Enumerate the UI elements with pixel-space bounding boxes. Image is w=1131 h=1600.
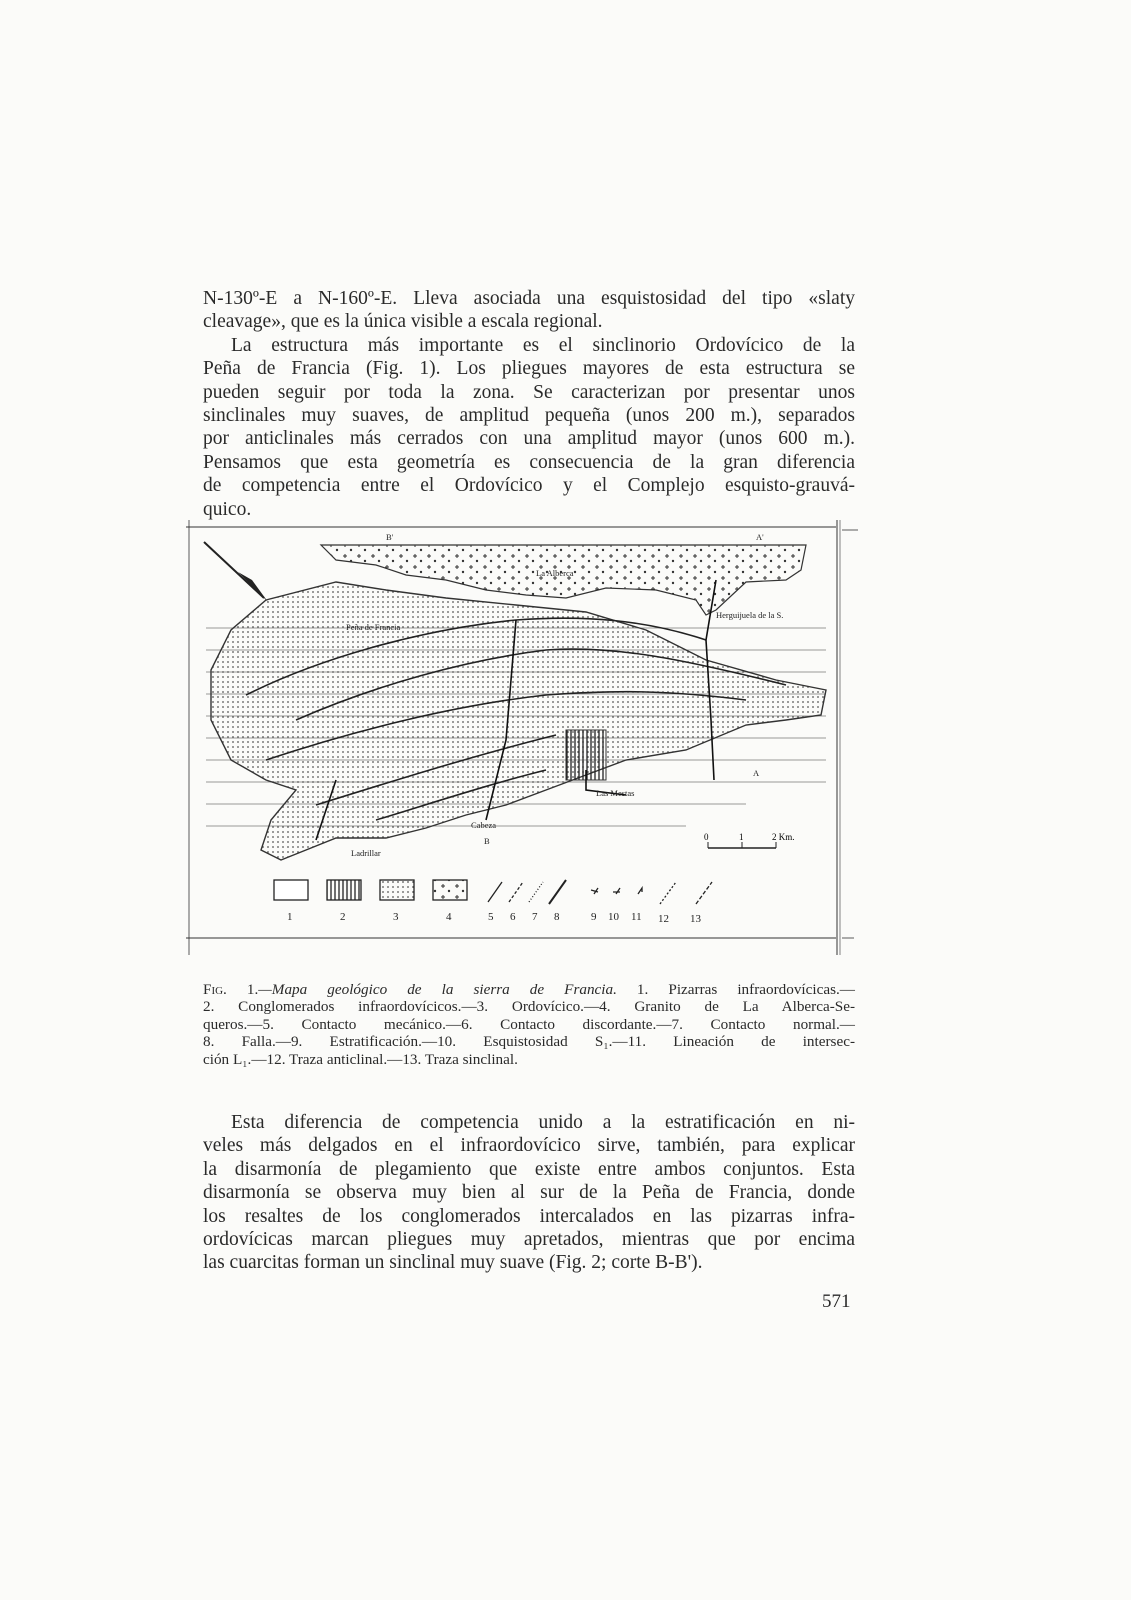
label-cabeza: Cabeza — [471, 820, 497, 830]
label-la-alberca: La Alberca — [536, 568, 574, 578]
text-line: las cuarcitas forman un sinclinal muy suave (Fig. 2; corte B-B'). — [203, 1252, 703, 1274]
legend — [274, 880, 712, 925]
geologic-map-figure — [186, 520, 872, 970]
legend-num-5: 5 — [488, 911, 494, 923]
legend-num-1: 1 — [287, 911, 293, 923]
text-line: Esta diferencia de competencia unido a la estratificación en ni- — [231, 1112, 855, 1133]
legend-swatch-4 — [433, 880, 467, 900]
caption-fig-label: Fig. 1. — [203, 981, 259, 998]
text-line: los resaltes de los conglomerados intercalados en las pizarras infra- — [203, 1205, 855, 1227]
legend-swatch-2 — [327, 880, 361, 900]
text-line: Pensamos que esta geometría es consecuencia de la gran diferencia — [203, 451, 855, 473]
caption-line: queros.—5. Contacto mecánico.—6. Contacto discordante.—7. Contacto normal.— — [203, 1015, 855, 1033]
label-las-mestas: Las Mestas — [596, 788, 635, 798]
legend-num-11: 11 — [631, 911, 642, 923]
text-line: veles más delgados en el infraordovícico sirve, también, para explicar — [203, 1135, 855, 1157]
scale-one: 1 — [739, 832, 744, 842]
paragraph-1 — [203, 287, 855, 521]
legend-swatch-1 — [274, 880, 308, 900]
caption-line: 8. Falla.—9. Estratificación.—10. Esquistosidad S₁.—11. Lineación de intersec- — [203, 1033, 855, 1051]
text-line: cleavage», que es la única visible a escala regional. — [203, 311, 603, 333]
paragraph-2 — [203, 1111, 855, 1275]
label-pena-de-francia: Peña de Francia — [346, 622, 401, 632]
text-line: de competencia entre el Ordovícico y el Complejo esquisto-grauvá- — [203, 475, 855, 497]
scale-bar — [704, 832, 795, 848]
text-line: Peña de Francia (Fig. 1). Los pliegues mayores de esta estructura se — [203, 358, 855, 380]
legend-num-10: 10 — [608, 911, 619, 923]
page-number: 571 — [822, 1291, 851, 1312]
ordovician-area — [211, 582, 826, 860]
text-line: sinclinales muy suaves, de amplitud pequeña (unos 200 m.), separados — [203, 405, 855, 427]
label-b: B — [484, 836, 490, 846]
label-ladrillar: Ladrillar — [351, 848, 381, 858]
label-herguijuela: Herguijuela de la S. — [716, 610, 784, 620]
caption-line: ción L₁.—12. Traza anticlinal.—13. Traza sinclinal. — [203, 1050, 518, 1068]
text-line: la disarmonía de plegamiento que existe entre ambos conjuntos. Esta — [203, 1158, 855, 1180]
label-b-prime: B' — [386, 532, 394, 542]
text-line: La estructura más importante es el sinclinorio Ordovícico de la — [231, 334, 855, 356]
label-a: A — [753, 768, 760, 778]
legend-num-2: 2 — [340, 911, 346, 923]
legend-num-7: 7 — [532, 911, 538, 923]
legend-num-3: 3 — [393, 911, 399, 923]
caption-line: 2. Conglomerados infraordovícicos.—3. Ordovícico.—4. Granito de La Alberca-Se- — [203, 998, 855, 1016]
text-line: por anticlinales más cerrados con una amplitud mayor (unos 600 m.). — [203, 428, 855, 450]
legend-num-8: 8 — [554, 911, 560, 923]
legend-num-13: 13 — [690, 913, 701, 925]
text-line: disarmonía se observa muy bien al sur de la Peña de Francia, donde — [203, 1182, 855, 1204]
legend-swatch-3 — [380, 880, 414, 900]
legend-num-6: 6 — [510, 911, 516, 923]
text-line: ordovícicas marcan pliegues muy apretados, mientras que por encima — [203, 1229, 855, 1251]
figure-caption — [203, 981, 855, 1068]
caption-title: —Mapa geológico de la sierra de Francia. — [258, 981, 617, 998]
scale-zero: 0 — [704, 832, 709, 842]
caption-line — [203, 981, 855, 998]
caption-text: 1. Pizarras infraordovícicas.— — [616, 981, 855, 998]
legend-num-4: 4 — [446, 911, 452, 923]
text-line: pueden seguir por toda la zona. Se caracterizan por presentar unos — [203, 381, 855, 403]
north-arrow-icon — [204, 542, 268, 602]
text-line: N-130º-E a N-160º-E. Lleva asociada una esquistosidad del tipo «slaty — [203, 288, 855, 309]
label-a-prime: A' — [756, 532, 764, 542]
text-line: quico. — [203, 498, 252, 520]
legend-num-9: 9 — [591, 911, 597, 923]
scale-two: 2 Km. — [772, 832, 795, 842]
legend-num-12: 12 — [658, 913, 669, 925]
